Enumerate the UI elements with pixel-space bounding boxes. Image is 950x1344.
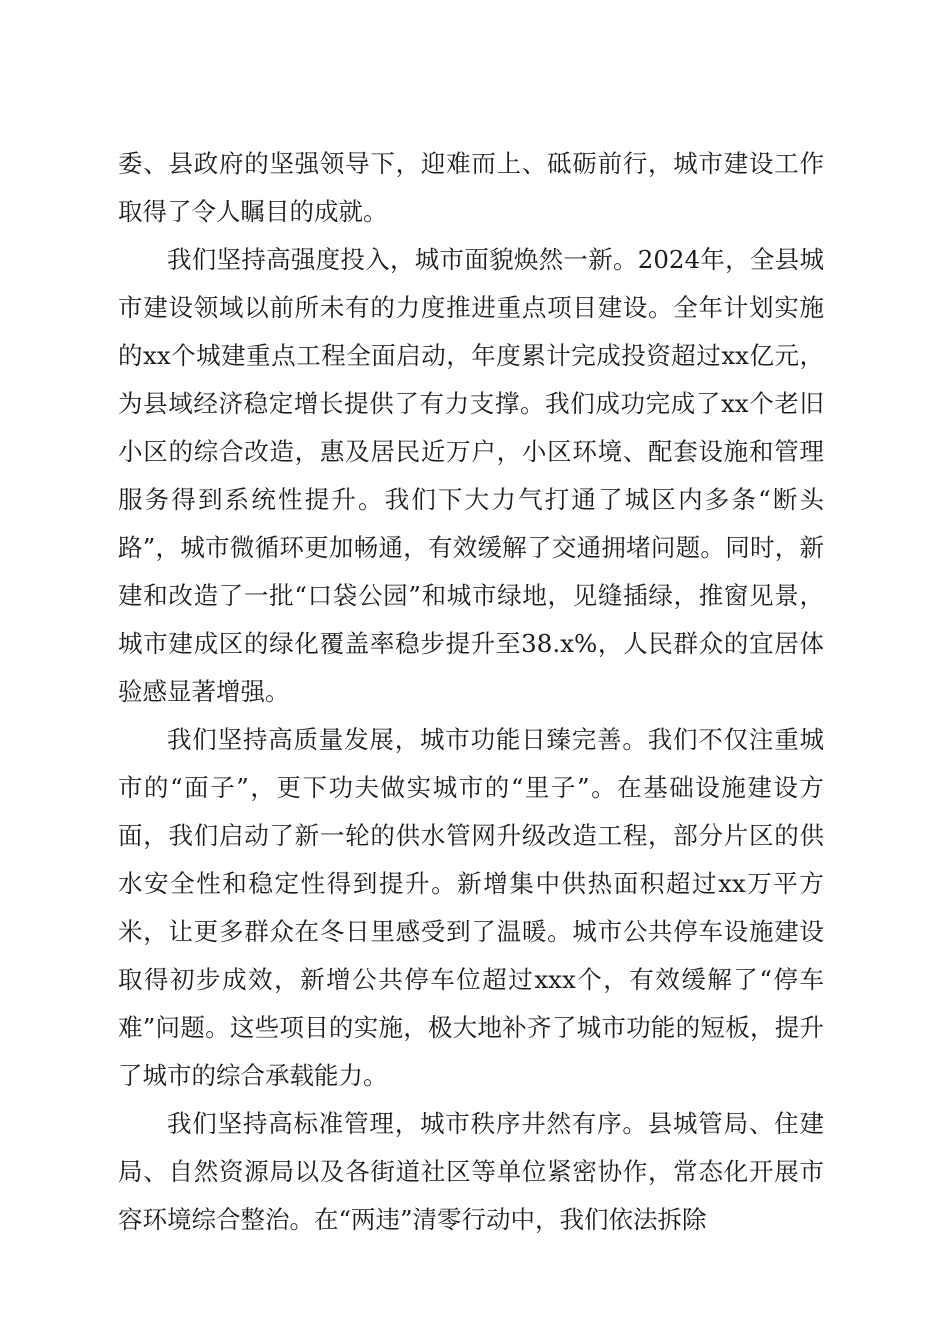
paragraph-continuation: 委、县政府的坚强领导下，迎难而上、砥砺前行，城市建设工作取得了令人瞩目的成就。: [118, 149, 824, 226]
body-text: [118, 140, 824, 1244]
paragraph-management: 我们坚持高标准管理，城市秩序井然有序。县城管局、住建局、自然资源局以及各街道社区等单位紧密协作，常态化开展市容环境综合整治。在“两违”清零行动中，我们依法拆除: [118, 1109, 824, 1234]
paragraph-investment: 我们坚持高强度投入，城市面貌焕然一新。2024年，全县城市建设领域以前所未有的力度推进重点项目建设。全年计划实施的xx个城建重点工程全面启动，年度累计完成投资超过xx亿元，为县域经济稳定增长提供了有力支撑。我们成功完成了xx个老旧小区的综合改造，惠及居民近万户，小区环境、配套设施和管理服务得到系统性提升。我们下大力气打通了城区内多条“断头路”，城市微循环更加畅通，有效缓解了交通拥堵问题。同时，新建和改造了一批“口袋公园”和城市绿地，见缝插绿，推窗见景，城市建成区的绿化覆盖率稳步提升至38.x%，人民群众的宜居体验感显著增强。: [118, 245, 824, 706]
paragraph-development: 我们坚持高质量发展，城市功能日臻完善。我们不仅注重城市的“面子”，更下功夫做实城市的“里子”。在基础设施建设方面，我们启动了新一轮的供水管网升级改造工程，部分片区的供水安全性和稳定性得到提升。新增集中供热面积超过xx万平方米，让更多群众在冬日里感受到了温暖。城市公共停车设施建设取得初步成效，新增公共停车位超过xxx个，有效缓解了“停车难”问题。这些项目的实施，极大地补齐了城市功能的短板，提升了城市的综合承载能力。: [118, 725, 824, 1090]
